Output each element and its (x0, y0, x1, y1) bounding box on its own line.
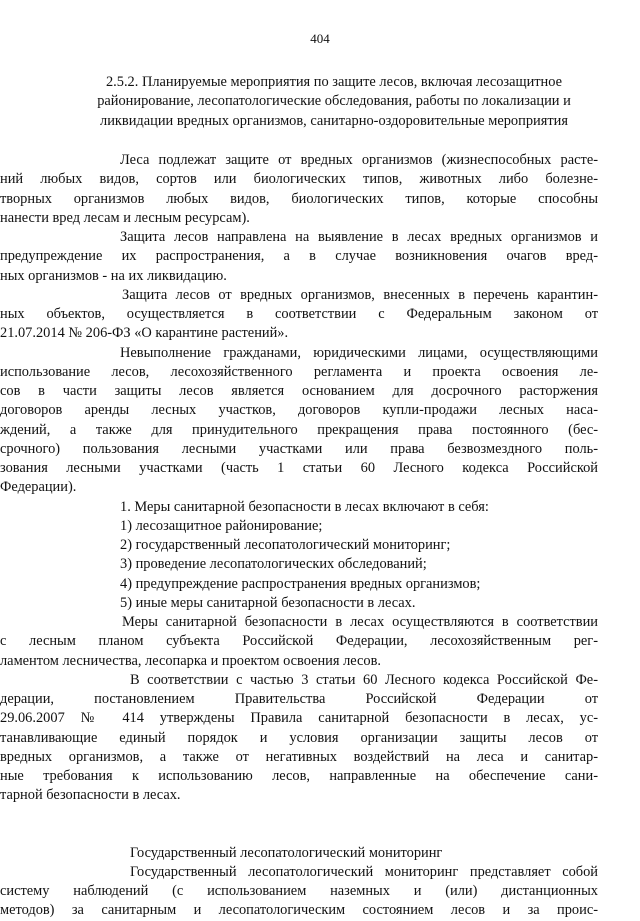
list-item: 4) предупреждение распространения вредных организмов; (120, 575, 481, 592)
paragraph-gap (104, 806, 598, 844)
text-line: В соответствии с частью 3 статьи 60 Лесного кодекса Российской Фе- (130, 671, 598, 688)
text-line: с лесным планом субъекта Российской Федерации, лесохозяйственным рег- (0, 633, 598, 650)
text-line: ламентом лесничества, лесопарка и проектом освоения лесов. (0, 652, 382, 669)
text-line: нанести вред лесам и лесным ресурсам). (0, 209, 250, 226)
text-line: ных организмов - на их ликвидацию. (0, 267, 227, 284)
section-heading (70, 73, 598, 131)
text-line: договоров аренды лесных участков, договоров купли-продажи лесных наса- (0, 402, 598, 419)
text-line: Защита лесов от вредных организмов, внесенных в перечень карантин- (122, 286, 598, 303)
text-line: систему наблюдений (с использованием наземных и (или) дистанционных (0, 883, 598, 899)
list-intro: 1. Меры санитарной безопасности в лесах включают в себя: (120, 498, 489, 515)
text-line: срочного) пользования лесными участками или права безвозмездного поль- (0, 440, 598, 457)
list-item: 1) лесозащитное районирование; (120, 517, 323, 534)
text-line: 29.06.2007 № 414 утверждены Правила санитарной безопасности в лесах, ус- (0, 710, 598, 727)
heading-line: 2.5.2. Планируемые мероприятия по защите лесов, включая лесозащитное (105, 74, 563, 90)
text-line: зования лесными участками (часть 1 статьи 60 Лесного кодекса Российской (0, 460, 598, 476)
text-line: ные требования к использованию лесов, направленные на обеспечение сани- (0, 768, 598, 784)
text-line: танавливающие единый порядок и условия организации защиты лесов от (0, 729, 598, 746)
text-line: тарной безопасности в лесах. (0, 787, 181, 804)
text-line: Защита лесов направлена на выявление в лесах вредных организмов и (120, 229, 598, 245)
text-line: предупреждение их распространения, а в случае возникновения очагов вред- (0, 248, 598, 265)
text-line: Леса подлежат защите от вредных организмов (жизнеспособных расте- (120, 152, 598, 168)
text-line: ний любых видов, сортов или биологических типов, животных либо болезне- (0, 171, 598, 188)
text-line: Федерации). (0, 479, 77, 496)
text-line: 21.07.2014 № 206-ФЗ «О карантине растений». (0, 325, 289, 342)
text-line: дерации, постановлением Правительства Российской Федерации от (0, 691, 598, 707)
body-text (0, 151, 598, 921)
heading-line: районирование, лесопатологические обследования, работы по локализации и (97, 93, 571, 110)
text-line: ных объектов, осуществляется в соответствии с Федеральным законом от (0, 306, 598, 322)
text-line: сов в части защиты лесов является основанием для досрочного расторжения (0, 383, 598, 399)
subsection-heading: Государственный лесопатологический мониторинг (130, 844, 443, 861)
text-line: творных организмов любых видов, биологических типов, которые способны (0, 190, 598, 207)
text-line: методов) за санитарным и лесопатологическим состоянием лесов и за проис- (0, 902, 598, 919)
text-line: Невыполнение гражданами, юридическими лицами, осуществляющими (120, 344, 598, 361)
text-line: ждений, а также для принудительного прекращения права постоянного (бес- (0, 421, 598, 438)
text-line: Государственный лесопатологический мониторинг представляет собой (130, 863, 598, 880)
text-line: использование лесов, лесохозяйственного регламента и проекта освоения ле- (0, 363, 598, 380)
list-item: 3) проведение лесопатологических обследований; (120, 556, 427, 573)
list-item: 5) иные меры санитарной безопасности в лесах. (120, 594, 416, 611)
list-item: 2) государственный лесопатологический мониторинг; (120, 537, 451, 553)
text-line: Меры санитарной безопасности в лесах осуществляются в соответствии (122, 614, 598, 630)
page-number: 404 (310, 31, 330, 46)
text-line: вредных организмов, а также от негативных воздействий на леса и санитар- (0, 748, 598, 765)
heading-line: ликвидации вредных организмов, санитарно-оздоровительные мероприятия (100, 112, 568, 129)
